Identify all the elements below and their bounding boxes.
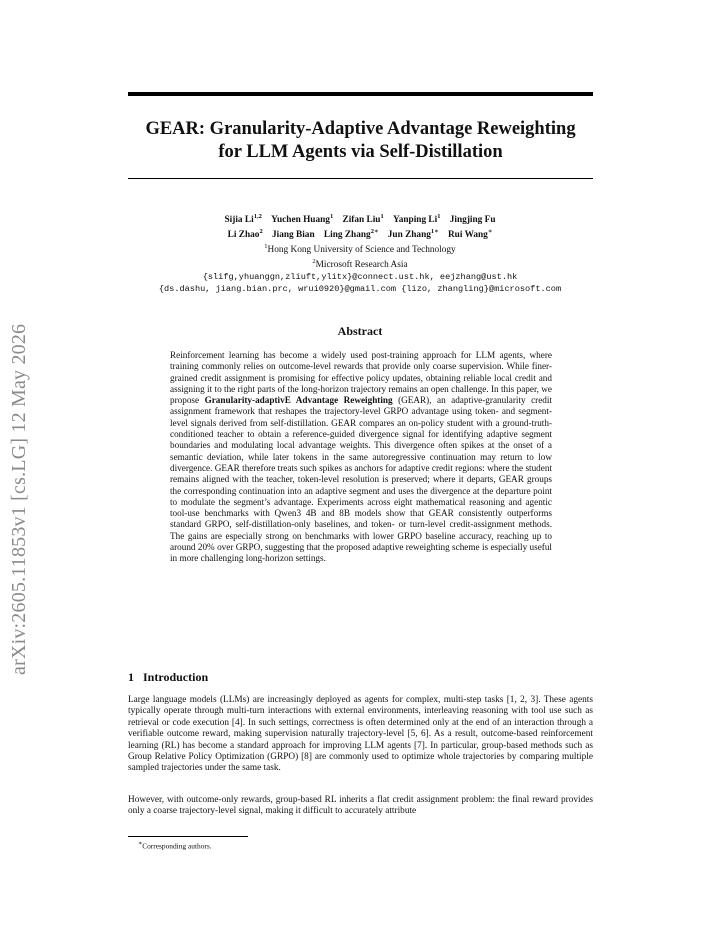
abstract-text: Reinforcement learning has become a widely used post-training approach for LLM agents, where training commonly relies on outcome-level rewards that provide only coarse supervision. While finer-grained credit assignment is promising for effective policy updates, obtaining reliable local credit and assigning it to the right parts of the long-horizon trajectory remains an open challenge. In this paper, we propose Granularity-adaptivE Advantage Reweighting (GEAR), an adaptive-granularity credit assignment framework that reshapes the trajectory-level GRPO advantage using token- and segment-level signals derived from self-distillation. GEAR compares an on-policy student with a ground-truth-conditioned teacher to obtain a reference-guided divergence signal for identifying adaptive segment boundaries and modulating local advantage weights. This divergence often spikes at the onset of a semantic deviation, while later tokens in the same autoregressive continuation may return to low divergence. GEAR therefore treats such spikes as anchors for adaptive credit regions: where the student remains aligned with the teacher, token-level resolution is preserved; where it departs, GEAR groups the corresponding continuation into an adaptive segment and uses the divergence at the departure point to modulate the segment’s advantage. Experiments across eight mathematical reasoning and agentic tool-use benchmarks with Qwen3 4B and 8B models show that GEAR consistently outperforms standard GRPO, self-distillation-only baselines, and token- or turn-level credit-assignment methods. The gains are especially strong on benchmarks with lower GRPO baseline accuracy, reaching up to around 20% over GRPO, suggesting that the proposed adaptive reweighting scheme is especially useful in more challenging long-horizon settings. — [170, 350, 552, 564]
section-heading: 1 Introduction — [128, 670, 209, 684]
title-bottom-rule — [128, 178, 593, 179]
footnote-rule — [128, 836, 248, 837]
arxiv-stamp: arXiv:2605.11853v1 [cs.LG] 12 May 2026 — [8, 323, 30, 675]
title-top-rule — [128, 92, 593, 96]
title-line-1: GEAR: Granularity-Adaptive Advantage Reweighting — [145, 119, 576, 139]
method-name: Granularity-adaptivE Advantage Reweighting — [204, 395, 393, 406]
author: Yanping Li$^1$ — [393, 213, 441, 226]
intro-paragraph-1: Large language models (LLMs) are increasingly deployed as agents for complex, multi-step tasks [1, 2, 3]. These agents typically operate through multi-turn interactions with external environments, interleaving reasoning with tool use such as retrieval or code execution [4]. In such settings, correctness is often determined only at the end of an interaction through a verifiable outcome reward, making supervision naturally trajectory-level [5, 6]. As a result, outcome-based reinforcement learning (RL) has become a standard approach for improving LLM agents [7]. In particular, group-based methods such as Group Relative Policy Optimization (GRPO) [8] are commonly used to optimize whole trajectories by comparing multiple sampled trajectories under the same task. — [128, 695, 593, 774]
paper-title — [118, 118, 603, 164]
title-line-2: for LLM Agents via Self-Distillation — [218, 142, 503, 162]
author: Yuchen Huang$^1$ — [271, 213, 334, 226]
affiliation-1: $^1$Hong Kong University of Science and Technology — [264, 243, 456, 256]
author-block — [100, 211, 620, 295]
affiliation-2: $^2$Microsoft Research Asia — [312, 258, 408, 271]
author: Zifan Liu$^1$ — [342, 213, 384, 226]
intro-paragraph-2: However, with outcome-only rewards, group-based RL inherits a flat credit assignment problem: the final reward provides only a coarse trajectory-level signal, making it difficult to accurately attribute — [128, 795, 593, 817]
author: Jun Zhang$^{1∗}$ — [387, 228, 439, 241]
emails-line-2: {ds.dashu, jiang.bian.prc, wrui0920}@gmail.com {lizo, zhangling}@microsoft.com — [158, 284, 562, 295]
abstract-heading: Abstract — [337, 324, 383, 338]
author: Jiang Bian — [271, 230, 315, 241]
author: Jingjing Fu — [449, 215, 496, 226]
author: Sijia Li$^{1,2}$ — [224, 213, 262, 226]
emails-line-1: {slifg,yhuanggn,zliuft,ylitx}@connect.ust.hk, eejzhang@ust.hk — [202, 272, 518, 283]
author: Li Zhao$^2$ — [227, 228, 263, 241]
footnote: ∗Corresponding authors. — [138, 841, 212, 851]
authors-line-2 — [100, 226, 620, 241]
authors-line-1 — [100, 211, 620, 226]
author: Rui Wang∗ — [447, 228, 493, 241]
author: Ling Zhang$^{2∗}$ — [323, 228, 379, 241]
